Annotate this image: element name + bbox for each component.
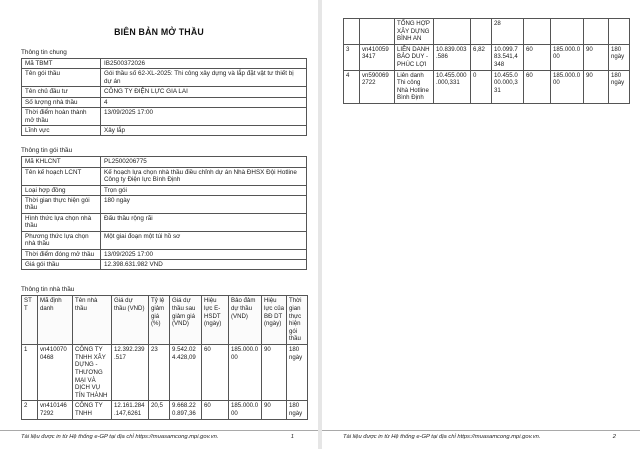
field-label: Tên gói thầu <box>22 69 101 87</box>
field-label: Phương thức lựa chọn nhà thầu <box>22 231 101 249</box>
cell-price: 10.455.000.000,331 <box>434 70 471 103</box>
cell-price: 12.161.284.147,6261 <box>112 401 149 419</box>
table-row <box>22 97 307 107</box>
cell-duration: 180 ngày <box>609 44 630 70</box>
cell-stt: 2 <box>22 401 38 419</box>
column-header-stt: STT <box>22 296 38 345</box>
cell-price-after: 9.668.220.897,36 <box>170 401 202 419</box>
cell-guarantee: 185.000.000 <box>551 70 584 103</box>
cell-id: vn4101467292 <box>38 401 73 419</box>
table-header-row <box>22 296 308 345</box>
page-number: 2 <box>612 434 616 440</box>
cell-duration <box>609 19 630 45</box>
field-value: 180 ngày <box>101 196 307 214</box>
cell-price-after: 10.455.000.000,331 <box>492 70 524 103</box>
page-footer <box>0 430 318 449</box>
cell-discount: 6,82 <box>471 44 492 70</box>
cell-guarantee <box>551 19 584 45</box>
cell-price-after: 9.542.024.428,09 <box>170 345 202 401</box>
cell-guarantee-validity <box>584 19 609 45</box>
column-header-discount: Tỷ lệ giảm giá (%) <box>149 296 170 345</box>
field-value: 13/09/2025 17:00 <box>101 108 307 126</box>
document-page-2 <box>322 0 640 449</box>
cell-name: LIÊN DANH BẢO DUY - PHÚC LỢI <box>395 44 434 70</box>
cell-guarantee: 185.000.000 <box>551 44 584 70</box>
section-heading-general-info: Thông tin chung <box>21 49 67 56</box>
column-header-price: Giá dự thầu (VND) <box>112 296 149 345</box>
cell-guarantee: 185.000.000 <box>229 401 262 419</box>
cell-duration: 180 ngày <box>609 70 630 103</box>
field-value: Gói thầu số 62-XL-2025: Thi công xây dựng và lắp đặt vật tư thiết bị dự án <box>101 69 307 87</box>
table-row <box>22 196 307 214</box>
cell-guarantee-validity: 90 <box>584 70 609 103</box>
cell-id: vn4100700468 <box>38 345 73 401</box>
cell-discount <box>471 19 492 45</box>
field-label: Hình thức lựa chọn nhà thầu <box>22 213 101 231</box>
table-row <box>22 213 307 231</box>
page-footer <box>322 430 640 449</box>
column-header-guarantee: Bảo đảm dự thầu (VND) <box>229 296 262 345</box>
field-value: 12.398.631.982 VND <box>101 260 307 270</box>
field-label: Thời gian thực hiện gói thầu <box>22 196 101 214</box>
footer-source-text: Tài liệu được in từ Hệ thống e-GP tại địa chỉ https://muasamcong.mpi.gov.vn. <box>21 434 219 440</box>
cell-name: CÔNG TY TNHH <box>73 401 112 419</box>
column-header-validity: Hiệu lực E-HSDT (ngày) <box>202 296 229 345</box>
field-label: Thời điểm đóng mở thầu <box>22 249 101 259</box>
cell-price: 12.392.239.517 <box>112 345 149 401</box>
column-header-guarantee-validity: Hiệu lực của BĐ DT (ngày) <box>262 296 287 345</box>
cell-guarantee-validity: 90 <box>262 345 287 401</box>
table-row <box>22 231 307 249</box>
cell-validity: 60 <box>202 401 229 419</box>
cell-price: 10.839.003.586 <box>434 44 471 70</box>
column-header-duration: Thời gian thực hiện gói thầu <box>287 296 308 345</box>
cell-guarantee-validity: 90 <box>584 44 609 70</box>
field-label: Tên kế hoạch LCNT <box>22 167 101 185</box>
bidders-table-page1 <box>21 295 308 419</box>
field-label: Tên chủ đầu tư <box>22 87 101 97</box>
field-value: 4 <box>101 97 307 107</box>
field-value: PL2500206775 <box>101 157 307 167</box>
table-row <box>22 59 307 69</box>
cell-id <box>360 19 395 45</box>
field-value: 13/09/2025 17:00 <box>101 249 307 259</box>
column-header-price-after: Giá dự thầu sau giảm giá (VND) <box>170 296 202 345</box>
table-row <box>22 167 307 185</box>
cell-validity: 60 <box>524 44 551 70</box>
field-value: IB2500372026 <box>101 59 307 69</box>
cell-discount: 23 <box>149 345 170 401</box>
column-header-id: Mã định danh <box>38 296 73 345</box>
table-row <box>22 69 307 87</box>
cell-stt: 4 <box>344 70 360 103</box>
field-label: Lĩnh vực <box>22 125 101 135</box>
bidders-table-page2 <box>343 18 630 104</box>
cell-guarantee-validity: 90 <box>262 401 287 419</box>
cell-name: Liên danh Thi công Nhà Hotline Bình Định <box>395 70 434 103</box>
field-value: Kế hoạch lựa chọn nhà thầu điều chỉnh dự án Nhà ĐHSX Đội Hotline Công ty Điện lực Bình Định <box>101 167 307 185</box>
cell-name: CÔNG TY TNHH XÂY DỰNG - THƯƠNG MẠI VÀ DỊCH VỤ TÍN THÀNH <box>73 345 112 401</box>
cell-validity: 60 <box>524 70 551 103</box>
page-title: BIÊN BẢN MỞ THẦU <box>114 27 204 37</box>
table-row <box>22 157 307 167</box>
document-page-1 <box>0 0 318 449</box>
field-label: Số lượng nhà thầu <box>22 97 101 107</box>
cell-price-after: 10.099.783.541,4348 <box>492 44 524 70</box>
cell-guarantee: 185.000.000 <box>229 345 262 401</box>
cell-price-after: 28 <box>492 19 524 45</box>
cell-duration: 180 ngày <box>287 401 308 419</box>
cell-price <box>434 19 471 45</box>
cell-duration: 180 ngày <box>287 345 308 401</box>
field-label: Mã KHLCNT <box>22 157 101 167</box>
cell-discount: 0 <box>471 70 492 103</box>
table-row <box>22 108 307 126</box>
page-number: 1 <box>290 434 294 440</box>
table-row <box>22 125 307 135</box>
table-row <box>22 345 308 401</box>
section-heading-bidders: Thông tin nhà thầu <box>21 286 75 294</box>
table-row <box>344 44 630 70</box>
cell-stt: 1 <box>22 345 38 401</box>
field-value: Đấu thầu rộng rãi <box>101 213 307 231</box>
cell-name: TỔNG HỢP XÂY DỰNG BÌNH AN <box>395 19 434 45</box>
cell-stt <box>344 19 360 45</box>
cell-id: vn4100593417 <box>360 44 395 70</box>
cell-stt: 3 <box>344 44 360 70</box>
field-value: Trọn gói <box>101 185 307 195</box>
section-heading-package-info: Thông tin gói thầu <box>21 147 73 155</box>
table-row <box>22 401 308 419</box>
cell-validity <box>524 19 551 45</box>
field-label: Mã TBMT <box>22 59 101 69</box>
field-label: Loại hợp đồng <box>22 185 101 195</box>
package-info-table <box>21 156 307 270</box>
table-row <box>344 70 630 103</box>
footer-source-text: Tài liệu được in từ Hệ thống e-GP tại địa chỉ https://muasamcong.mpi.gov.vn. <box>343 434 541 440</box>
cell-discount: 20,5 <box>149 401 170 419</box>
table-row <box>22 249 307 259</box>
field-label: Giá gói thầu <box>22 260 101 270</box>
table-row <box>22 260 307 270</box>
field-value: CÔNG TY ĐIỆN LỰC GIA LAI <box>101 87 307 97</box>
column-header-name: Tên nhà thầu <box>73 296 112 345</box>
field-value: Một giai đoạn một túi hồ sơ <box>101 231 307 249</box>
table-row-continuation <box>344 19 630 45</box>
cell-id: vn5900692722 <box>360 70 395 103</box>
field-label: Thời điểm hoàn thành mở thầu <box>22 108 101 126</box>
general-info-table <box>21 58 307 136</box>
field-value: Xây lắp <box>101 125 307 135</box>
table-row <box>22 185 307 195</box>
cell-validity: 60 <box>202 345 229 401</box>
table-row <box>22 87 307 97</box>
